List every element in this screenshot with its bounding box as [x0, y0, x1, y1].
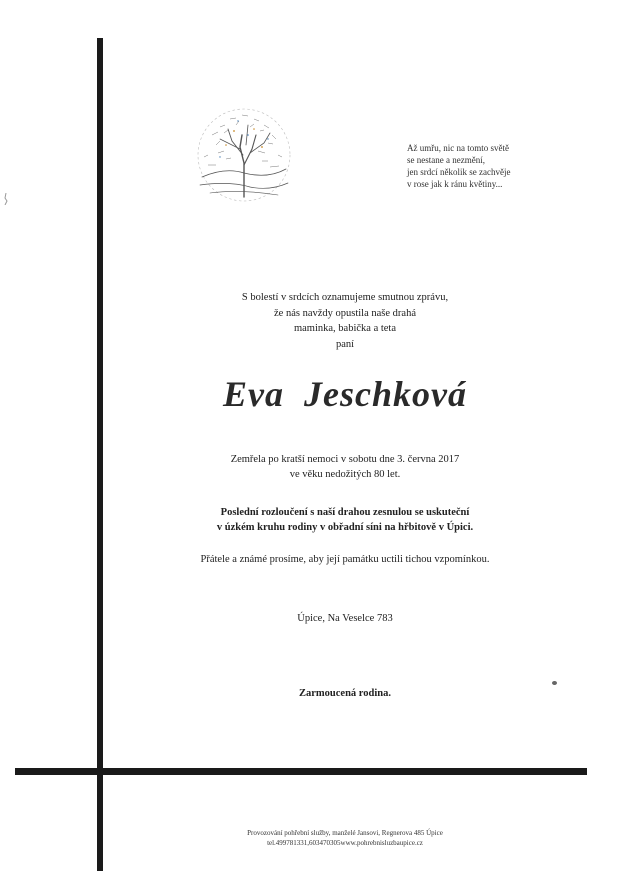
remembrance-request: Přátele a známé prosíme, aby její památku uctili tichou vzpomínkou. — [200, 554, 490, 565]
poem-line: v rose jak k ránu květiny... — [407, 179, 503, 189]
announcement-line: že nás navždy opustila naše drahá — [274, 307, 416, 319]
footer-line: Provozování pohřební služby, manželé Jansovi, Regnerova 485 Úpice — [247, 829, 443, 837]
horizontal-mourning-line — [15, 768, 587, 775]
funeral-service-footer — [103, 828, 587, 848]
poem-line: se nestane a nezmění, — [407, 155, 485, 165]
farewell-info — [103, 505, 587, 535]
announcement-line: S bolestí v srdcích oznamujeme smutnou zprávu, — [241, 292, 449, 303]
poem — [407, 142, 510, 190]
announcement-line: maminka, babička a teta — [293, 323, 397, 334]
address: Úpice, Na Veselce 783 — [297, 613, 393, 624]
scan-dot — [552, 681, 557, 685]
footer-line: tel.499781331,603470305www.pohrebnisluzbaupice.cz — [267, 839, 423, 847]
tree-illustration — [190, 105, 298, 205]
announcement-line: paní — [335, 338, 355, 350]
announcement — [103, 290, 587, 352]
death-info-line: ve věku nedožitých 80 let. — [289, 469, 401, 480]
scan-mark — [3, 193, 8, 205]
poem-line: jen srdcí několik se zachvěje — [407, 167, 511, 177]
poem-line: Až umřu, nic na tomto světě — [407, 143, 509, 153]
signature: Zarmoucená rodina. — [299, 688, 391, 699]
farewell-line: Poslední rozloučení s naší drahou zesnulou se uskuteční — [220, 507, 470, 518]
death-info-line: Zemřela po kratší nemoci v sobotu dne 3. června 2017 — [230, 454, 460, 465]
farewell-line: v úzkém kruhu rodiny v obřadní síni na hřbitově v Úpici. — [216, 522, 474, 533]
death-info — [103, 452, 587, 482]
deceased-name: Eva Jeschková — [223, 374, 467, 414]
